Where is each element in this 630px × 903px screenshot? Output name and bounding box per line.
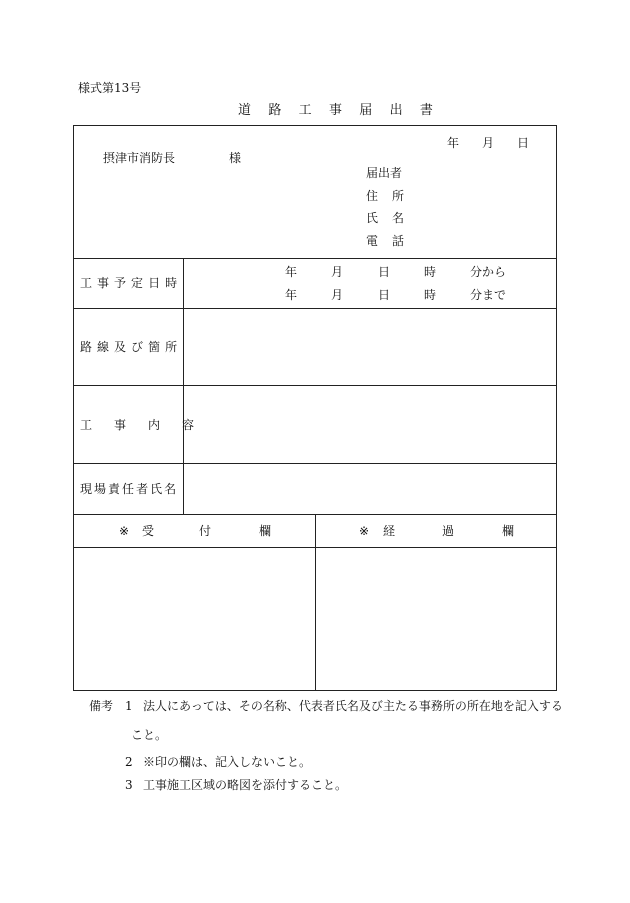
address-label-char: 所 — [392, 189, 405, 203]
start-year-label: 年 — [285, 265, 298, 279]
recipient-honorific: 様 — [229, 151, 242, 165]
row-divider — [73, 308, 557, 309]
note-text: ※印の欄は、記入しないこと。 — [143, 755, 312, 769]
reception-header-char: 付 — [199, 524, 212, 538]
route-label-char: び — [131, 340, 144, 354]
address-label-char: 住 — [366, 189, 379, 203]
route-location-label — [80, 341, 177, 353]
supervisor-label-char: 責 — [108, 482, 121, 496]
name-label-char: 氏 — [366, 211, 379, 225]
note-text: 法人にあっては、その名称、代表者氏名及び主たる事務所の所在地を記入する — [143, 699, 563, 713]
date-month-label: 月 — [482, 136, 495, 150]
schedule-label-char: 日 — [148, 276, 161, 290]
route-label-char: 及 — [114, 340, 127, 354]
end-month-label: 月 — [331, 288, 344, 302]
title-char: 出 — [389, 103, 403, 118]
progress-header-char: 欄 — [502, 524, 515, 538]
reception-header-char: 受 — [142, 524, 155, 538]
supervisor-label-char: 任 — [122, 482, 135, 496]
note-number: 1 — [125, 699, 133, 713]
date-year-label: 年 — [447, 136, 460, 150]
schedule-label-char: 事 — [97, 276, 110, 290]
reception-mark: ※ — [119, 524, 130, 538]
supervisor-label-char: 者 — [136, 482, 149, 496]
start-month-label: 月 — [331, 265, 344, 279]
phone-label — [366, 235, 404, 247]
schedule-label — [80, 277, 177, 289]
start-minute-label: 分から — [470, 265, 507, 279]
schedule-label-char: 工 — [80, 276, 93, 290]
note-number: 2 — [125, 755, 133, 769]
route-label-char: 線 — [97, 340, 110, 354]
form-number: 様式第13号 — [78, 81, 142, 95]
content-label-char: 内 — [148, 418, 161, 432]
schedule-label-char: 定 — [131, 276, 144, 290]
progress-header-char: 過 — [442, 524, 455, 538]
notes-heading: 備考 — [89, 699, 114, 713]
note-number: 3 — [125, 778, 133, 792]
supervisor-label-char: 場 — [94, 482, 107, 496]
recipient-name: 摂津市消防長 — [103, 151, 176, 165]
reception-header-char: 欄 — [259, 524, 272, 538]
start-day-label: 日 — [378, 265, 391, 279]
end-minute-label: 分まで — [470, 288, 507, 302]
end-hour-label: 時 — [424, 288, 437, 302]
title-char: 道 — [238, 103, 252, 118]
phone-label-char: 電 — [366, 234, 379, 248]
content-label-char: 事 — [114, 418, 127, 432]
document-title — [238, 104, 450, 117]
supervisor-label-char: 現 — [80, 482, 93, 496]
row-divider — [73, 385, 557, 386]
applicant-label: 届出者 — [366, 166, 403, 180]
title-char: 届 — [359, 103, 373, 118]
label-column-divider — [183, 258, 184, 514]
title-char: 書 — [419, 103, 434, 118]
title-char: 事 — [328, 103, 343, 118]
schedule-label-char: 予 — [114, 276, 127, 290]
content-label-char: 容 — [182, 418, 195, 432]
supervisor-label-char: 名 — [164, 482, 177, 496]
content-label-char: 工 — [80, 418, 93, 432]
progress-mark: ※ — [359, 524, 370, 538]
row-divider — [73, 258, 557, 259]
work-content-label — [80, 419, 194, 431]
row-divider — [73, 463, 557, 464]
title-char: 路 — [268, 103, 282, 118]
title-char: 工 — [298, 103, 312, 118]
route-label-char: 箇 — [148, 340, 161, 354]
progress-header-char: 経 — [383, 524, 396, 538]
route-label-char: 路 — [80, 340, 93, 354]
date-day-label: 日 — [517, 136, 530, 150]
start-hour-label: 時 — [424, 265, 437, 279]
site-supervisor-label — [80, 483, 176, 495]
section-column-divider — [315, 514, 316, 691]
name-label-char: 名 — [392, 211, 405, 225]
schedule-label-char: 時 — [165, 276, 178, 290]
supervisor-label-char: 氏 — [150, 482, 163, 496]
name-label — [366, 212, 404, 224]
address-label — [366, 190, 404, 202]
note-continuation: こと。 — [131, 728, 168, 742]
note-text: 工事施工区域の略図を添付すること。 — [143, 778, 348, 792]
end-day-label: 日 — [378, 288, 391, 302]
route-label-char: 所 — [165, 340, 178, 354]
end-year-label: 年 — [285, 288, 298, 302]
phone-label-char: 話 — [392, 234, 405, 248]
